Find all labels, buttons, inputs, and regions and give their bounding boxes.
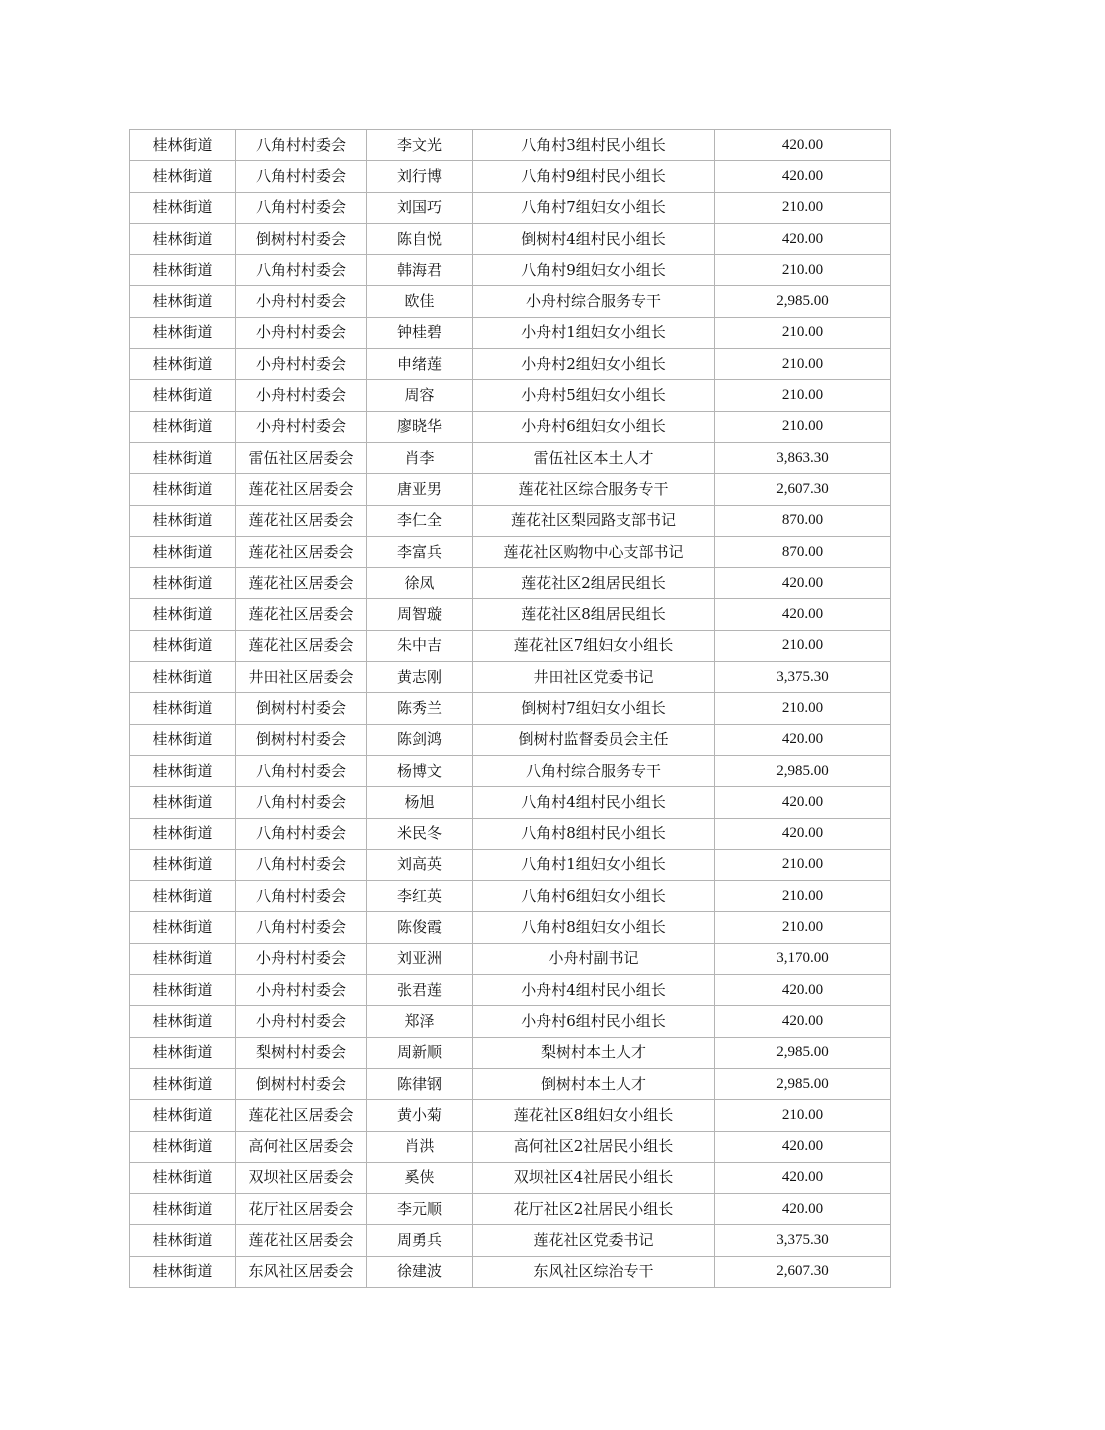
- street-cell: 桂林街道: [130, 1068, 236, 1099]
- amount-cell: 2,985.00: [715, 286, 891, 317]
- name-cell: 李红英: [367, 881, 473, 912]
- amount-cell: 3,375.30: [715, 1225, 891, 1256]
- position-cell: 莲花社区购物中心支部书记: [473, 536, 715, 567]
- name-cell: 欧佳: [367, 286, 473, 317]
- name-cell: 李元顺: [367, 1194, 473, 1225]
- amount-cell: 210.00: [715, 380, 891, 411]
- table-row: [130, 787, 891, 818]
- committee-cell: 八角村村委会: [236, 130, 367, 161]
- table-row: [130, 192, 891, 223]
- committee-cell: 井田社区居委会: [236, 662, 367, 693]
- position-cell: 花厅社区2社居民小组长: [473, 1194, 715, 1225]
- amount-cell: 420.00: [715, 818, 891, 849]
- name-cell: 刘高英: [367, 849, 473, 880]
- position-cell: 倒树村4组村民小组长: [473, 223, 715, 254]
- position-cell: 八角村8组妇女小组长: [473, 912, 715, 943]
- street-cell: 桂林街道: [130, 755, 236, 786]
- position-cell: 小舟村2组妇女小组长: [473, 349, 715, 380]
- table-row: [130, 630, 891, 661]
- amount-cell: 420.00: [715, 975, 891, 1006]
- committee-cell: 倒树村村委会: [236, 693, 367, 724]
- position-cell: 小舟村6组村民小组长: [473, 1006, 715, 1037]
- amount-cell: 870.00: [715, 536, 891, 567]
- street-cell: 桂林街道: [130, 724, 236, 755]
- street-cell: 桂林街道: [130, 130, 236, 161]
- position-cell: 八角村4组村民小组长: [473, 787, 715, 818]
- table-row: [130, 1225, 891, 1256]
- street-cell: 桂林街道: [130, 943, 236, 974]
- table-body: [130, 130, 891, 1288]
- table-row: [130, 411, 891, 442]
- amount-cell: 210.00: [715, 349, 891, 380]
- amount-cell: 210.00: [715, 693, 891, 724]
- table-row: [130, 755, 891, 786]
- committee-cell: 小舟村村委会: [236, 380, 367, 411]
- table-row: [130, 317, 891, 348]
- street-cell: 桂林街道: [130, 255, 236, 286]
- street-cell: 桂林街道: [130, 1225, 236, 1256]
- position-cell: 倒树村监督委员会主任: [473, 724, 715, 755]
- position-cell: 莲花社区7组妇女小组长: [473, 630, 715, 661]
- street-cell: 桂林街道: [130, 474, 236, 505]
- committee-cell: 八角村村委会: [236, 849, 367, 880]
- position-cell: 小舟村5组妇女小组长: [473, 380, 715, 411]
- street-cell: 桂林街道: [130, 317, 236, 348]
- street-cell: 桂林街道: [130, 1162, 236, 1193]
- position-cell: 八角村9组妇女小组长: [473, 255, 715, 286]
- street-cell: 桂林街道: [130, 881, 236, 912]
- name-cell: 徐建波: [367, 1256, 473, 1287]
- amount-cell: 2,607.30: [715, 1256, 891, 1287]
- committee-cell: 高何社区居委会: [236, 1131, 367, 1162]
- amount-cell: 2,607.30: [715, 474, 891, 505]
- name-cell: 陈律钢: [367, 1068, 473, 1099]
- position-cell: 小舟村6组妇女小组长: [473, 411, 715, 442]
- position-cell: 井田社区党委书记: [473, 662, 715, 693]
- committee-cell: 莲花社区居委会: [236, 568, 367, 599]
- position-cell: 梨树村本土人才: [473, 1037, 715, 1068]
- street-cell: 桂林街道: [130, 411, 236, 442]
- name-cell: 钟桂碧: [367, 317, 473, 348]
- position-cell: 双坝社区4社居民小组长: [473, 1162, 715, 1193]
- street-cell: 桂林街道: [130, 630, 236, 661]
- amount-cell: 3,170.00: [715, 943, 891, 974]
- table-row: [130, 943, 891, 974]
- table-row: [130, 912, 891, 943]
- table-row: [130, 693, 891, 724]
- committee-cell: 八角村村委会: [236, 912, 367, 943]
- name-cell: 杨博文: [367, 755, 473, 786]
- committee-cell: 八角村村委会: [236, 192, 367, 223]
- name-cell: 朱中吉: [367, 630, 473, 661]
- amount-cell: 210.00: [715, 912, 891, 943]
- name-cell: 肖李: [367, 442, 473, 473]
- position-cell: 莲花社区8组妇女小组长: [473, 1100, 715, 1131]
- committee-cell: 八角村村委会: [236, 755, 367, 786]
- committee-cell: 小舟村村委会: [236, 317, 367, 348]
- amount-cell: 210.00: [715, 630, 891, 661]
- street-cell: 桂林街道: [130, 912, 236, 943]
- street-cell: 桂林街道: [130, 975, 236, 1006]
- committee-cell: 莲花社区居委会: [236, 536, 367, 567]
- table-row: [130, 161, 891, 192]
- position-cell: 莲花社区8组居民组长: [473, 599, 715, 630]
- table-row: [130, 1256, 891, 1287]
- position-cell: 八角村7组妇女小组长: [473, 192, 715, 223]
- position-cell: 八角村1组妇女小组长: [473, 849, 715, 880]
- amount-cell: 420.00: [715, 1162, 891, 1193]
- position-cell: 莲花社区2组居民组长: [473, 568, 715, 599]
- committee-cell: 小舟村村委会: [236, 975, 367, 1006]
- name-cell: 黄志刚: [367, 662, 473, 693]
- name-cell: 周智璇: [367, 599, 473, 630]
- table-row: [130, 536, 891, 567]
- street-cell: 桂林街道: [130, 1037, 236, 1068]
- name-cell: 米民冬: [367, 818, 473, 849]
- table-row: [130, 442, 891, 473]
- table-row: [130, 286, 891, 317]
- committee-cell: 小舟村村委会: [236, 943, 367, 974]
- name-cell: 张君莲: [367, 975, 473, 1006]
- amount-cell: 210.00: [715, 317, 891, 348]
- amount-cell: 870.00: [715, 505, 891, 536]
- position-cell: 小舟村1组妇女小组长: [473, 317, 715, 348]
- street-cell: 桂林街道: [130, 442, 236, 473]
- amount-cell: 2,985.00: [715, 1037, 891, 1068]
- amount-cell: 420.00: [715, 568, 891, 599]
- table-row: [130, 1037, 891, 1068]
- committee-cell: 梨树村村委会: [236, 1037, 367, 1068]
- street-cell: 桂林街道: [130, 599, 236, 630]
- street-cell: 桂林街道: [130, 1131, 236, 1162]
- name-cell: 廖晓华: [367, 411, 473, 442]
- street-cell: 桂林街道: [130, 568, 236, 599]
- table-row: [130, 662, 891, 693]
- committee-cell: 八角村村委会: [236, 818, 367, 849]
- position-cell: 八角村8组村民小组长: [473, 818, 715, 849]
- committee-cell: 莲花社区居委会: [236, 474, 367, 505]
- position-cell: 八角村3组村民小组长: [473, 130, 715, 161]
- committee-cell: 小舟村村委会: [236, 411, 367, 442]
- committee-cell: 小舟村村委会: [236, 286, 367, 317]
- committee-cell: 莲花社区居委会: [236, 630, 367, 661]
- position-cell: 莲花社区梨园路支部书记: [473, 505, 715, 536]
- street-cell: 桂林街道: [130, 818, 236, 849]
- table-row: [130, 599, 891, 630]
- amount-cell: 2,985.00: [715, 755, 891, 786]
- table-row: [130, 505, 891, 536]
- street-cell: 桂林街道: [130, 536, 236, 567]
- committee-cell: 倒树村村委会: [236, 724, 367, 755]
- amount-cell: 420.00: [715, 223, 891, 254]
- committee-cell: 莲花社区居委会: [236, 1225, 367, 1256]
- amount-cell: 420.00: [715, 787, 891, 818]
- amount-cell: 420.00: [715, 130, 891, 161]
- committee-cell: 八角村村委会: [236, 787, 367, 818]
- table-row: [130, 1162, 891, 1193]
- table-row: [130, 1100, 891, 1131]
- committee-cell: 花厅社区居委会: [236, 1194, 367, 1225]
- position-cell: 倒树村7组妇女小组长: [473, 693, 715, 724]
- committee-cell: 八角村村委会: [236, 881, 367, 912]
- table-row: [130, 881, 891, 912]
- position-cell: 小舟村副书记: [473, 943, 715, 974]
- table-row: [130, 1131, 891, 1162]
- table-row: [130, 349, 891, 380]
- table-row: [130, 1068, 891, 1099]
- table-row: [130, 223, 891, 254]
- street-cell: 桂林街道: [130, 1256, 236, 1287]
- amount-cell: 420.00: [715, 1006, 891, 1037]
- amount-cell: 420.00: [715, 1194, 891, 1225]
- committee-cell: 双坝社区居委会: [236, 1162, 367, 1193]
- table-row: [130, 380, 891, 411]
- amount-cell: 3,863.30: [715, 442, 891, 473]
- street-cell: 桂林街道: [130, 849, 236, 880]
- street-cell: 桂林街道: [130, 505, 236, 536]
- committee-cell: 雷伍社区居委会: [236, 442, 367, 473]
- position-cell: 八角村9组村民小组长: [473, 161, 715, 192]
- table-row: [130, 975, 891, 1006]
- amount-cell: 420.00: [715, 161, 891, 192]
- name-cell: 杨旭: [367, 787, 473, 818]
- name-cell: 刘行博: [367, 161, 473, 192]
- name-cell: 陈俊霞: [367, 912, 473, 943]
- name-cell: 李文光: [367, 130, 473, 161]
- amount-cell: 420.00: [715, 1131, 891, 1162]
- amount-cell: 420.00: [715, 599, 891, 630]
- name-cell: 陈剑鸿: [367, 724, 473, 755]
- amount-cell: 210.00: [715, 255, 891, 286]
- position-cell: 莲花社区党委书记: [473, 1225, 715, 1256]
- table-row: [130, 724, 891, 755]
- committee-cell: 莲花社区居委会: [236, 1100, 367, 1131]
- table-row: [130, 849, 891, 880]
- position-cell: 高何社区2社居民小组长: [473, 1131, 715, 1162]
- position-cell: 莲花社区综合服务专干: [473, 474, 715, 505]
- street-cell: 桂林街道: [130, 1100, 236, 1131]
- street-cell: 桂林街道: [130, 286, 236, 317]
- committee-cell: 莲花社区居委会: [236, 599, 367, 630]
- name-cell: 郑泽: [367, 1006, 473, 1037]
- name-cell: 刘国巧: [367, 192, 473, 223]
- position-cell: 小舟村4组村民小组长: [473, 975, 715, 1006]
- position-cell: 八角村综合服务专干: [473, 755, 715, 786]
- table-row: [130, 255, 891, 286]
- name-cell: 申绪莲: [367, 349, 473, 380]
- name-cell: 陈自悦: [367, 223, 473, 254]
- name-cell: 李富兵: [367, 536, 473, 567]
- table-row: [130, 818, 891, 849]
- name-cell: 李仁全: [367, 505, 473, 536]
- name-cell: 周容: [367, 380, 473, 411]
- amount-cell: 210.00: [715, 881, 891, 912]
- table-row: [130, 130, 891, 161]
- name-cell: 奚侠: [367, 1162, 473, 1193]
- name-cell: 周勇兵: [367, 1225, 473, 1256]
- name-cell: 徐凤: [367, 568, 473, 599]
- name-cell: 周新顺: [367, 1037, 473, 1068]
- street-cell: 桂林街道: [130, 380, 236, 411]
- position-cell: 东风社区综治专干: [473, 1256, 715, 1287]
- committee-cell: 八角村村委会: [236, 161, 367, 192]
- amount-cell: 2,985.00: [715, 1068, 891, 1099]
- position-cell: 小舟村综合服务专干: [473, 286, 715, 317]
- table-row: [130, 474, 891, 505]
- allowance-table: [129, 129, 891, 1288]
- table-row: [130, 1194, 891, 1225]
- amount-cell: 210.00: [715, 1100, 891, 1131]
- amount-cell: 210.00: [715, 849, 891, 880]
- committee-cell: 小舟村村委会: [236, 1006, 367, 1037]
- position-cell: 雷伍社区本土人才: [473, 442, 715, 473]
- amount-cell: 210.00: [715, 192, 891, 223]
- committee-cell: 倒树村村委会: [236, 1068, 367, 1099]
- position-cell: 倒树村本土人才: [473, 1068, 715, 1099]
- name-cell: 刘亚洲: [367, 943, 473, 974]
- street-cell: 桂林街道: [130, 662, 236, 693]
- committee-cell: 小舟村村委会: [236, 349, 367, 380]
- committee-cell: 八角村村委会: [236, 255, 367, 286]
- street-cell: 桂林街道: [130, 693, 236, 724]
- amount-cell: 210.00: [715, 411, 891, 442]
- name-cell: 韩海君: [367, 255, 473, 286]
- street-cell: 桂林街道: [130, 1194, 236, 1225]
- street-cell: 桂林街道: [130, 1006, 236, 1037]
- street-cell: 桂林街道: [130, 223, 236, 254]
- name-cell: 唐亚男: [367, 474, 473, 505]
- street-cell: 桂林街道: [130, 787, 236, 818]
- position-cell: 八角村6组妇女小组长: [473, 881, 715, 912]
- table-row: [130, 1006, 891, 1037]
- street-cell: 桂林街道: [130, 161, 236, 192]
- name-cell: 肖洪: [367, 1131, 473, 1162]
- street-cell: 桂林街道: [130, 192, 236, 223]
- table-row: [130, 568, 891, 599]
- amount-cell: 420.00: [715, 724, 891, 755]
- street-cell: 桂林街道: [130, 349, 236, 380]
- amount-cell: 3,375.30: [715, 662, 891, 693]
- name-cell: 陈秀兰: [367, 693, 473, 724]
- committee-cell: 莲花社区居委会: [236, 505, 367, 536]
- committee-cell: 倒树村村委会: [236, 223, 367, 254]
- committee-cell: 东风社区居委会: [236, 1256, 367, 1287]
- name-cell: 黄小菊: [367, 1100, 473, 1131]
